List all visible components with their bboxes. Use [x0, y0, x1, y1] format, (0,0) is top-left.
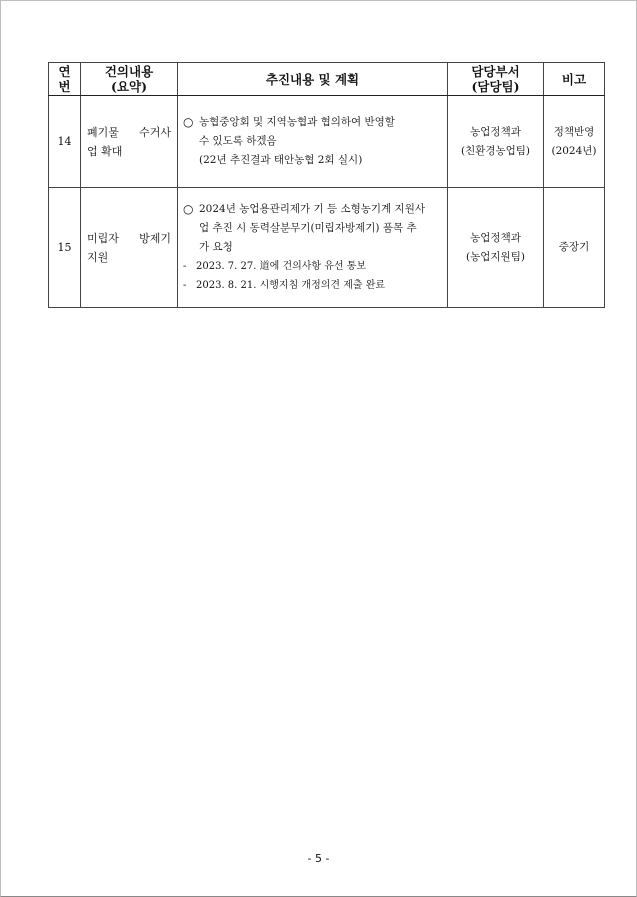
row-summary: 미립자 방제기 지원	[81, 188, 178, 308]
header-summary: 건의내용 (요약)	[81, 63, 178, 96]
row-dept: 농업정책과 (농업지원팀)	[448, 188, 544, 308]
row-summary: 폐기물 수거사 업 확대	[81, 96, 178, 188]
header-dept: 담당부서 (담당팀)	[448, 63, 544, 96]
header-no: 연 번	[49, 63, 81, 96]
row-number: 15	[49, 188, 81, 308]
proposal-table	[48, 62, 605, 308]
row-note: 중장기	[544, 188, 605, 308]
dash-bullet-icon: -	[183, 280, 187, 291]
row-dept: 농업정책과 (친환경농업팀)	[448, 96, 544, 188]
dash-bullet-icon: -	[183, 261, 187, 272]
row-content: ○ 2024년 농업용관리제가 기 등 소형농기계 지원사 업 추진 시 동력살분무기(미립자방제기) 품목 추 가 요청 - 2023. 7. 27. 道에 건의사항 유선 통보 - 2023. 8. 21. 시행지침 개정의견 제출 완료	[178, 188, 448, 308]
table-row	[49, 188, 605, 308]
row-number: 14	[49, 96, 81, 188]
table-row	[49, 96, 605, 188]
table-header-row	[49, 63, 605, 96]
header-content: 추진내용 및 계획	[178, 63, 448, 96]
circle-bullet-icon: ○	[183, 202, 194, 216]
circle-bullet-icon: ○	[183, 115, 194, 129]
row-content: ○ 농협중앙회 및 지역농협과 협의하여 반영할 수 있도록 하겠음 (22년 추진결과 태안농협 2회 실시)	[178, 96, 448, 188]
header-note: 비고	[544, 63, 605, 96]
row-note: 정책반영 (2024년)	[544, 96, 605, 188]
page-number: - 5 -	[307, 852, 330, 865]
